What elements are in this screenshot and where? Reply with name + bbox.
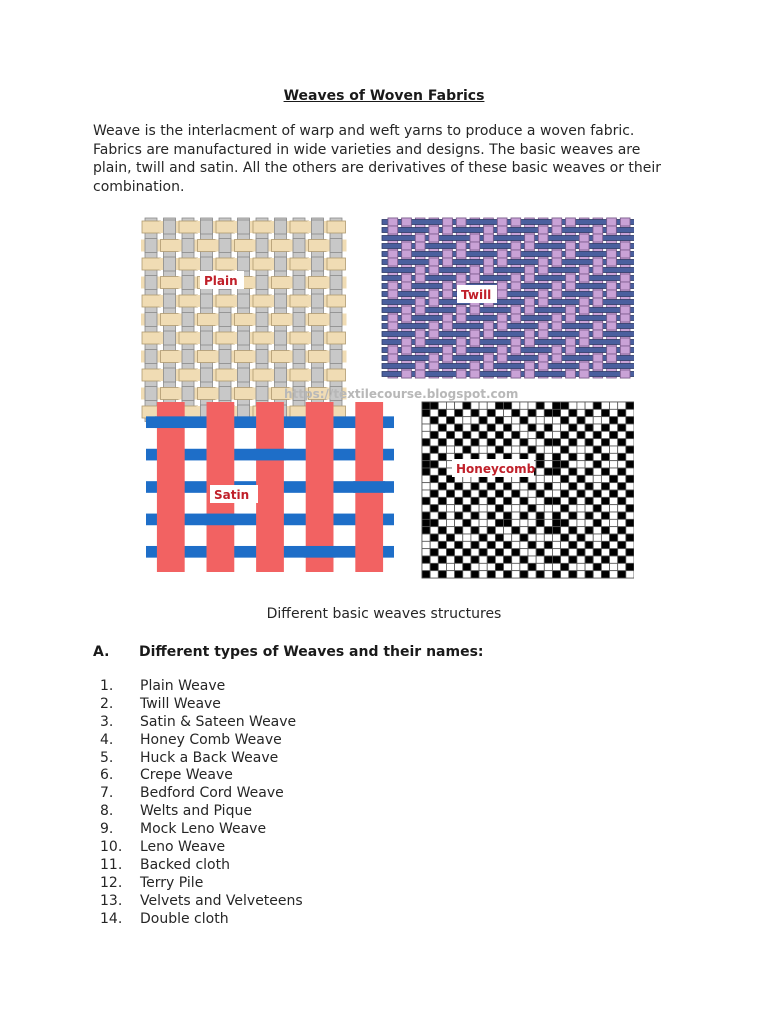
section-title: Different types of Weaves and their names: [139, 644, 484, 660]
list-item: 10. Leno Weave [100, 839, 226, 856]
list-item: 1. Plain Weave [100, 678, 226, 694]
list-item: 2. Twill Weave [100, 695, 221, 712]
list-item: 9. Mock Leno Weave [100, 821, 267, 838]
weave-types-list [100, 678, 303, 928]
list-item: 6. Crepe Weave [100, 767, 233, 784]
weave-figure-svg [134, 210, 634, 600]
satin-label [210, 485, 258, 503]
list-item: 3. Satin & Sateen Weave [100, 713, 297, 730]
list-item: 14. Double cloth [100, 910, 229, 927]
list-item: 4. Honey Comb Weave [100, 731, 282, 748]
list-item: 11. Backed cloth [100, 856, 230, 873]
weave-structures-figure [134, 210, 634, 600]
honeycomb-label [452, 459, 536, 477]
svg-text:Honeycomb: Honeycomb [456, 462, 536, 476]
svg-text:Twill: Twill [461, 288, 492, 302]
plain-label [200, 271, 244, 289]
twill-weave-image [382, 218, 634, 378]
section-letter: A. [93, 644, 110, 660]
section-heading [93, 644, 484, 660]
list-item: 12. Terry Pile [100, 874, 204, 891]
intro-paragraph: Weave is the interlacment of warp and weft yarns to produce a woven fabric. Fabrics are manufactured in wide varieties and designs. The basic weaves are plain, twill and satin. All the others are derivatives of these basic weaves or their combination. [93, 123, 662, 195]
page-title: Weaves of Woven Fabrics [283, 88, 485, 104]
twill-label [457, 285, 497, 303]
svg-text:Plain: Plain [204, 274, 238, 288]
svg-text:Satin: Satin [214, 488, 250, 502]
list-item: 13. Velvets and Velveteens [100, 892, 303, 909]
satin-weave-image [146, 402, 394, 572]
watermark-text: https://textilecourse.blogspot.com [284, 387, 519, 401]
list-item: 8. Welts and Pique [100, 803, 252, 820]
honeycomb-weave-image [422, 402, 634, 578]
figure-caption: Different basic weaves structures [266, 606, 502, 622]
list-item: 7. Bedford Cord Weave [100, 785, 284, 802]
list-item: 5. Huck a Back Weave [100, 749, 279, 766]
